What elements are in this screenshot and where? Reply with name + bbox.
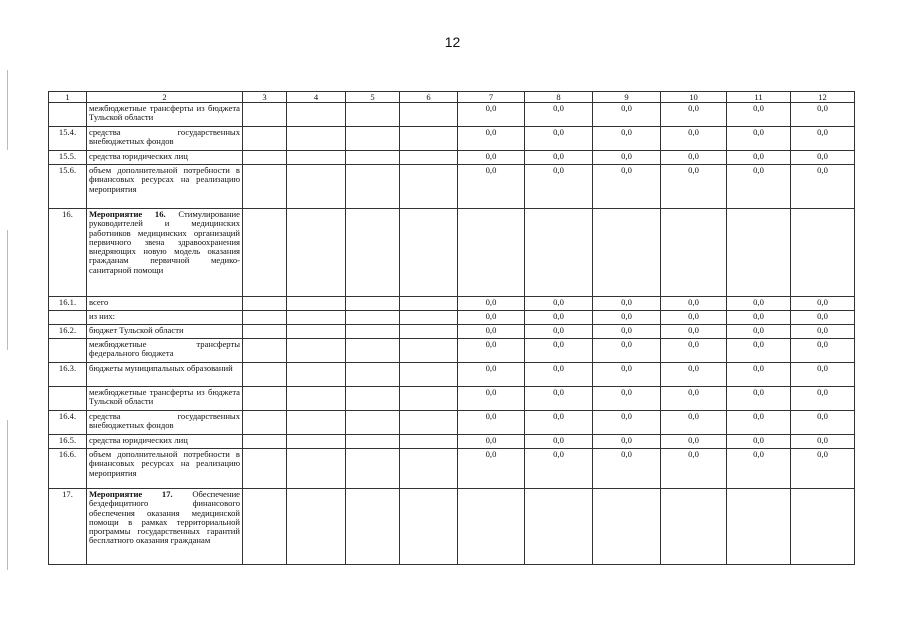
value-cell: 0,0	[791, 311, 855, 325]
empty-cell	[400, 297, 458, 311]
description-text: межбюджетные трансферты из бюджета Тульской области	[89, 387, 240, 407]
value-cell: 0,0	[525, 387, 593, 411]
value-cell: 0,0	[525, 165, 593, 209]
value-cell: 0,0	[458, 387, 525, 411]
empty-cell	[287, 127, 346, 151]
value-cell: 0,0	[525, 151, 593, 165]
value-cell	[593, 209, 661, 297]
value-cell: 0,0	[727, 435, 791, 449]
row-description	[87, 387, 243, 411]
column-header: 1	[49, 92, 87, 103]
value-cell	[525, 489, 593, 565]
column-header: 5	[346, 92, 400, 103]
value-cell: 0,0	[593, 339, 661, 363]
value-cell: 0,0	[661, 127, 727, 151]
row-code: 16.5.	[49, 435, 87, 449]
value-cell: 0,0	[458, 339, 525, 363]
value-cell	[791, 489, 855, 565]
table-row	[49, 325, 855, 339]
value-cell: 0,0	[525, 449, 593, 489]
description-text: Стимулирование руководителей и медицинских работников медицинских организаций первичного звена здравоохранения внедряющих новую модель оказания гражданам первичной медико-санитарной помощи	[89, 209, 240, 275]
empty-cell	[287, 449, 346, 489]
row-code: 17.	[49, 489, 87, 565]
empty-cell	[400, 103, 458, 127]
row-code	[49, 339, 87, 363]
empty-cell	[346, 411, 400, 435]
empty-cell	[287, 489, 346, 565]
value-cell: 0,0	[791, 165, 855, 209]
empty-cell	[346, 297, 400, 311]
value-cell: 0,0	[791, 435, 855, 449]
row-description	[87, 489, 243, 565]
description-text: средства государственных внебюджетных фондов	[89, 411, 240, 431]
row-code: 16.4.	[49, 411, 87, 435]
empty-cell	[243, 325, 287, 339]
table-row	[49, 165, 855, 209]
value-cell: 0,0	[458, 311, 525, 325]
empty-cell	[287, 325, 346, 339]
value-cell	[727, 489, 791, 565]
row-description	[87, 325, 243, 339]
value-cell: 0,0	[791, 387, 855, 411]
value-cell: 0,0	[791, 449, 855, 489]
value-cell: 0,0	[661, 165, 727, 209]
row-code	[49, 103, 87, 127]
description-text: межбюджетные трансферты из бюджета Тульской области	[89, 103, 240, 123]
empty-cell	[243, 411, 287, 435]
value-cell: 0,0	[727, 297, 791, 311]
empty-cell	[287, 165, 346, 209]
value-cell: 0,0	[727, 387, 791, 411]
value-cell: 0,0	[727, 151, 791, 165]
value-cell: 0,0	[661, 339, 727, 363]
column-header: 9	[593, 92, 661, 103]
table-row	[49, 297, 855, 311]
empty-cell	[346, 325, 400, 339]
value-cell: 0,0	[458, 297, 525, 311]
value-cell: 0,0	[458, 435, 525, 449]
value-cell	[458, 489, 525, 565]
measure-title: Мероприятие 16.	[89, 209, 166, 219]
table-row	[49, 103, 855, 127]
row-code: 16.2.	[49, 325, 87, 339]
value-cell: 0,0	[791, 297, 855, 311]
column-number-row	[49, 92, 855, 103]
value-cell: 0,0	[525, 297, 593, 311]
empty-cell	[400, 339, 458, 363]
description-text: средства юридических лиц	[89, 435, 188, 445]
value-cell: 0,0	[458, 151, 525, 165]
empty-cell	[400, 449, 458, 489]
value-cell: 0,0	[593, 435, 661, 449]
value-cell: 0,0	[791, 325, 855, 339]
description-text: межбюджетные трансферты федерального бюджета	[89, 339, 240, 359]
empty-cell	[243, 339, 287, 363]
value-cell	[458, 209, 525, 297]
value-cell: 0,0	[525, 325, 593, 339]
empty-cell	[243, 311, 287, 325]
empty-cell	[243, 165, 287, 209]
row-code: 15.4.	[49, 127, 87, 151]
description-text: всего	[89, 297, 109, 307]
row-description	[87, 449, 243, 489]
value-cell: 0,0	[593, 325, 661, 339]
empty-cell	[400, 387, 458, 411]
table-row	[49, 127, 855, 151]
value-cell: 0,0	[791, 151, 855, 165]
value-cell: 0,0	[593, 127, 661, 151]
value-cell: 0,0	[525, 103, 593, 127]
empty-cell	[346, 363, 400, 387]
scan-mark	[7, 70, 8, 150]
value-cell: 0,0	[593, 449, 661, 489]
row-code	[49, 311, 87, 325]
column-header: 10	[661, 92, 727, 103]
value-cell: 0,0	[458, 363, 525, 387]
empty-cell	[243, 449, 287, 489]
value-cell: 0,0	[661, 411, 727, 435]
row-code: 16.6.	[49, 449, 87, 489]
table-row	[49, 489, 855, 565]
empty-cell	[400, 311, 458, 325]
row-description	[87, 165, 243, 209]
empty-cell	[243, 435, 287, 449]
empty-cell	[400, 489, 458, 565]
table-row	[49, 387, 855, 411]
empty-cell	[346, 151, 400, 165]
value-cell: 0,0	[525, 363, 593, 387]
value-cell	[661, 209, 727, 297]
row-description	[87, 209, 243, 297]
column-header: 7	[458, 92, 525, 103]
column-header: 12	[791, 92, 855, 103]
value-cell: 0,0	[791, 363, 855, 387]
column-header: 4	[287, 92, 346, 103]
empty-cell	[243, 151, 287, 165]
value-cell: 0,0	[525, 127, 593, 151]
value-cell: 0,0	[525, 411, 593, 435]
value-cell: 0,0	[727, 325, 791, 339]
column-header: 6	[400, 92, 458, 103]
value-cell: 0,0	[525, 339, 593, 363]
row-description	[87, 363, 243, 387]
row-description	[87, 297, 243, 311]
value-cell	[791, 209, 855, 297]
value-cell: 0,0	[458, 103, 525, 127]
scan-mark	[7, 230, 8, 350]
description-text: средства государственных внебюджетных фондов	[89, 127, 240, 147]
row-description	[87, 435, 243, 449]
value-cell: 0,0	[791, 339, 855, 363]
empty-cell	[243, 127, 287, 151]
description-text: из них:	[89, 311, 116, 321]
empty-cell	[346, 449, 400, 489]
column-header: 8	[525, 92, 593, 103]
value-cell: 0,0	[791, 127, 855, 151]
empty-cell	[400, 127, 458, 151]
value-cell: 0,0	[727, 127, 791, 151]
table-row	[49, 339, 855, 363]
value-cell: 0,0	[458, 449, 525, 489]
column-header: 3	[243, 92, 287, 103]
value-cell: 0,0	[458, 165, 525, 209]
empty-cell	[400, 151, 458, 165]
empty-cell	[346, 103, 400, 127]
empty-cell	[287, 209, 346, 297]
description-text: Обеспечение бездефицитного финансового обеспечения оказания медицинской помощи в рамках территориальной программы государственных гарантий бесплатного оказания гражданам	[89, 489, 240, 546]
row-description	[87, 339, 243, 363]
empty-cell	[287, 297, 346, 311]
empty-cell	[346, 127, 400, 151]
value-cell: 0,0	[791, 103, 855, 127]
empty-cell	[287, 339, 346, 363]
value-cell	[727, 209, 791, 297]
description-text: бюджеты муниципальных образований	[89, 363, 233, 373]
value-cell: 0,0	[593, 363, 661, 387]
value-cell: 0,0	[727, 411, 791, 435]
description-text: средства юридических лиц	[89, 151, 188, 161]
value-cell: 0,0	[593, 103, 661, 127]
row-code	[49, 387, 87, 411]
description-text: бюджет Тульской области	[89, 325, 184, 335]
page-number: 12	[444, 34, 461, 50]
row-description	[87, 103, 243, 127]
row-code: 15.5.	[49, 151, 87, 165]
empty-cell	[400, 209, 458, 297]
value-cell: 0,0	[727, 311, 791, 325]
value-cell: 0,0	[593, 297, 661, 311]
value-cell: 0,0	[661, 449, 727, 489]
value-cell: 0,0	[661, 435, 727, 449]
value-cell	[661, 489, 727, 565]
empty-cell	[346, 339, 400, 363]
description-text: объем дополнительной потребности в финансовых ресурсах на реализацию мероприятия	[89, 165, 240, 194]
empty-cell	[287, 311, 346, 325]
value-cell: 0,0	[593, 387, 661, 411]
table-row	[49, 435, 855, 449]
value-cell: 0,0	[525, 311, 593, 325]
value-cell: 0,0	[593, 151, 661, 165]
empty-cell	[287, 387, 346, 411]
empty-cell	[346, 435, 400, 449]
table-row	[49, 411, 855, 435]
empty-cell	[243, 103, 287, 127]
description-text: объем дополнительной потребности в финансовых ресурсах на реализацию мероприятия	[89, 449, 240, 478]
row-code: 16.1.	[49, 297, 87, 311]
value-cell: 0,0	[661, 311, 727, 325]
column-header: 2	[87, 92, 243, 103]
scan-mark	[7, 420, 8, 570]
value-cell: 0,0	[727, 363, 791, 387]
value-cell	[593, 489, 661, 565]
value-cell	[525, 209, 593, 297]
empty-cell	[400, 435, 458, 449]
row-description	[87, 311, 243, 325]
value-cell: 0,0	[727, 449, 791, 489]
table-row	[49, 151, 855, 165]
table-row	[49, 449, 855, 489]
empty-cell	[400, 411, 458, 435]
empty-cell	[346, 489, 400, 565]
value-cell: 0,0	[661, 103, 727, 127]
empty-cell	[243, 297, 287, 311]
value-cell: 0,0	[661, 151, 727, 165]
row-code: 16.3.	[49, 363, 87, 387]
empty-cell	[400, 165, 458, 209]
value-cell: 0,0	[458, 325, 525, 339]
row-description	[87, 151, 243, 165]
value-cell: 0,0	[593, 165, 661, 209]
value-cell: 0,0	[727, 165, 791, 209]
empty-cell	[287, 103, 346, 127]
row-code: 16.	[49, 209, 87, 297]
empty-cell	[243, 209, 287, 297]
empty-cell	[243, 489, 287, 565]
value-cell: 0,0	[458, 411, 525, 435]
row-code: 15.6.	[49, 165, 87, 209]
empty-cell	[287, 363, 346, 387]
row-description	[87, 127, 243, 151]
value-cell: 0,0	[661, 325, 727, 339]
value-cell: 0,0	[727, 339, 791, 363]
empty-cell	[287, 411, 346, 435]
measure-title: Мероприятие 17.	[89, 489, 173, 499]
value-cell: 0,0	[661, 363, 727, 387]
empty-cell	[243, 363, 287, 387]
value-cell: 0,0	[593, 311, 661, 325]
empty-cell	[400, 363, 458, 387]
empty-cell	[400, 325, 458, 339]
table-row	[49, 363, 855, 387]
value-cell: 0,0	[791, 411, 855, 435]
value-cell: 0,0	[593, 411, 661, 435]
empty-cell	[346, 165, 400, 209]
row-description	[87, 411, 243, 435]
table-row	[49, 209, 855, 297]
table-row	[49, 311, 855, 325]
value-cell: 0,0	[661, 387, 727, 411]
empty-cell	[346, 209, 400, 297]
empty-cell	[287, 435, 346, 449]
value-cell: 0,0	[661, 297, 727, 311]
empty-cell	[243, 387, 287, 411]
value-cell: 0,0	[727, 103, 791, 127]
column-header: 11	[727, 92, 791, 103]
value-cell: 0,0	[525, 435, 593, 449]
budget-table	[48, 91, 855, 565]
empty-cell	[287, 151, 346, 165]
value-cell: 0,0	[458, 127, 525, 151]
empty-cell	[346, 311, 400, 325]
empty-cell	[346, 387, 400, 411]
